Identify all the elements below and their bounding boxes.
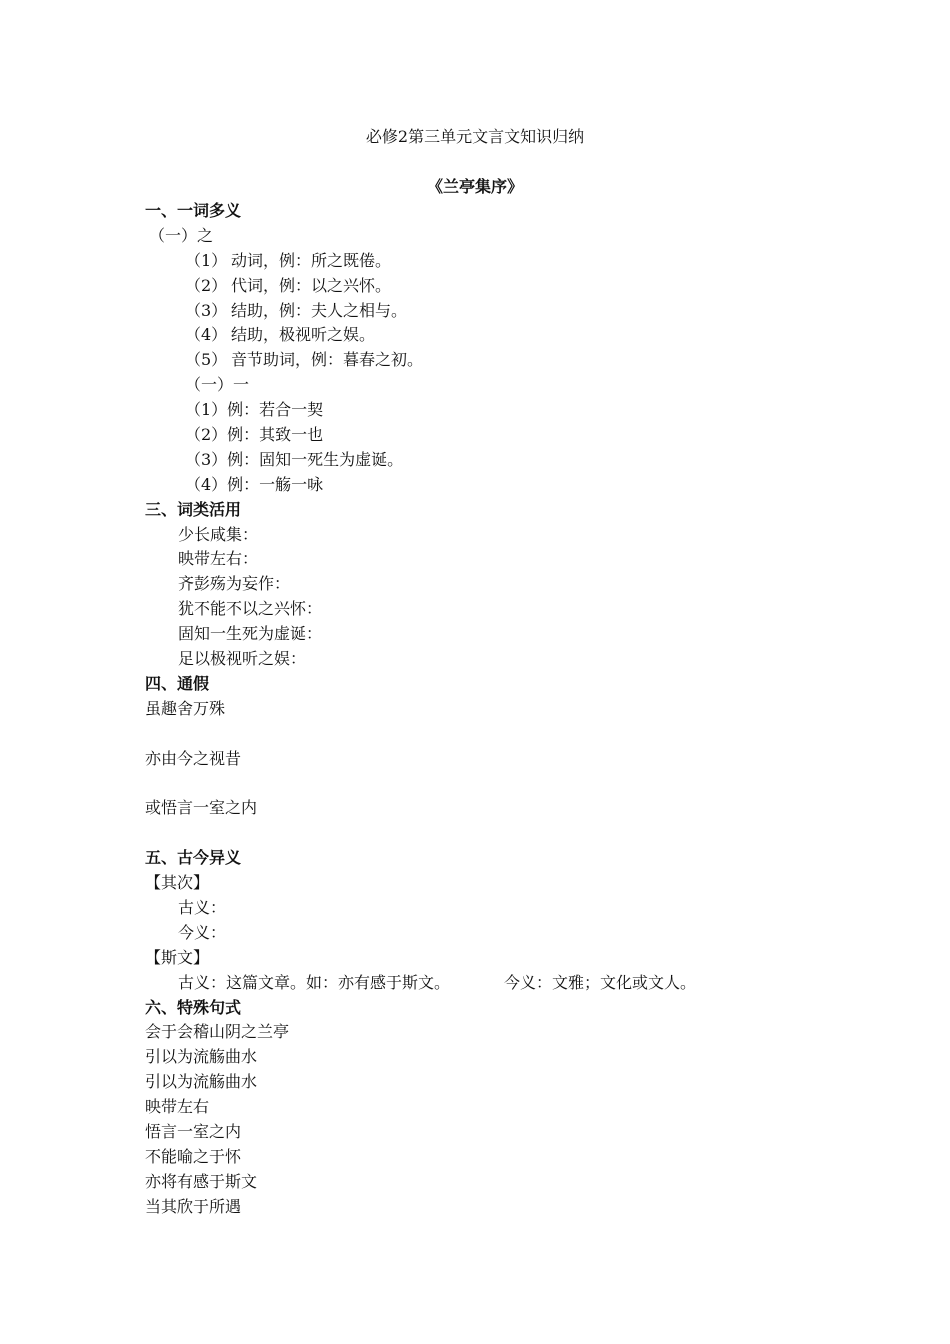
blank-line xyxy=(145,722,845,747)
list-item xyxy=(145,274,845,299)
item-number: （3） xyxy=(185,300,228,320)
term-modern-meaning: 今义：文雅；文化或文人。 xyxy=(504,972,697,992)
essay-title: 《兰亭集序》 xyxy=(426,177,523,196)
term-meaning-row xyxy=(145,971,845,996)
term-ancient-meaning: 古义： xyxy=(178,897,227,917)
list-item: 引以为流觞曲水 xyxy=(145,1047,258,1067)
section-heading-meaning-shift: 五、古今异义 xyxy=(145,848,242,868)
item-text: 代词，例：以之兴怀。 xyxy=(231,275,392,295)
item-text: 动词，例：所之既倦。 xyxy=(231,250,392,270)
item-number: （4） xyxy=(185,325,228,345)
list-item xyxy=(145,323,845,348)
section-heading-word-class: 三、词类活用 xyxy=(145,499,242,519)
list-item: 齐彭殇为妄作： xyxy=(178,574,291,594)
list-item: 映带左右 xyxy=(145,1097,210,1117)
item-number: （1） xyxy=(185,250,228,270)
list-item: （4）例：一觞一咏 xyxy=(185,474,324,494)
subsection-yi: （一）一 xyxy=(185,375,250,395)
item-text: 音节助词，例：暮春之初。 xyxy=(231,350,424,370)
section-heading-loan-chars: 四、通假 xyxy=(145,673,210,693)
list-item: 当其欣于所遇 xyxy=(145,1196,242,1216)
list-item: 少长咸集： xyxy=(178,524,259,544)
list-item: 会于会稽山阴之兰亭 xyxy=(145,1022,290,1042)
item-text: 结助，例：夫人之相与。 xyxy=(231,300,408,320)
item-number: （5） xyxy=(185,350,228,370)
list-item: （2）例：其致一也 xyxy=(185,425,324,445)
list-item: 亦由今之视昔 xyxy=(145,748,242,768)
term-ancient-meaning: 古义：这篇文章。如：亦有感于斯文。 xyxy=(178,972,451,992)
list-item: 映带左右： xyxy=(178,549,259,569)
list-item: （3）例：固知一死生为虚诞。 xyxy=(185,449,404,469)
list-item: 悟言一室之内 xyxy=(145,1121,242,1141)
list-item xyxy=(145,249,845,274)
list-item: 或悟言一室之内 xyxy=(145,798,258,818)
subsection-zhi: （一）之 xyxy=(149,225,214,245)
document-body xyxy=(145,199,845,1220)
blank-line xyxy=(145,771,845,796)
list-item: 不能喻之于怀 xyxy=(145,1146,242,1166)
list-item: （1）例：若合一契 xyxy=(185,400,324,420)
item-text: 结助，极视听之娱。 xyxy=(231,325,376,345)
list-item xyxy=(145,348,845,373)
list-item: 虽趣舍万殊 xyxy=(145,698,226,718)
term-modern-meaning: 今义： xyxy=(178,922,227,942)
section-heading-special-syntax: 六、特殊句式 xyxy=(145,997,242,1017)
term-heading: 【其次】 xyxy=(145,873,210,893)
list-item: 引以为流觞曲水 xyxy=(145,1072,258,1092)
list-item: 足以极视听之娱： xyxy=(178,649,307,669)
document-title: 必修2第三单元文言文知识归纳 xyxy=(365,127,585,146)
term-heading: 【斯文】 xyxy=(145,947,210,967)
list-item: 犹不能不以之兴怀： xyxy=(178,599,323,619)
item-number: （2） xyxy=(185,275,228,295)
section-heading-polysemy: 一、一词多义 xyxy=(145,201,242,220)
blank-line xyxy=(145,821,845,846)
list-item xyxy=(145,299,845,324)
list-item: 亦将有感于斯文 xyxy=(145,1171,258,1191)
list-item: 固知一生死为虚诞： xyxy=(178,624,323,644)
